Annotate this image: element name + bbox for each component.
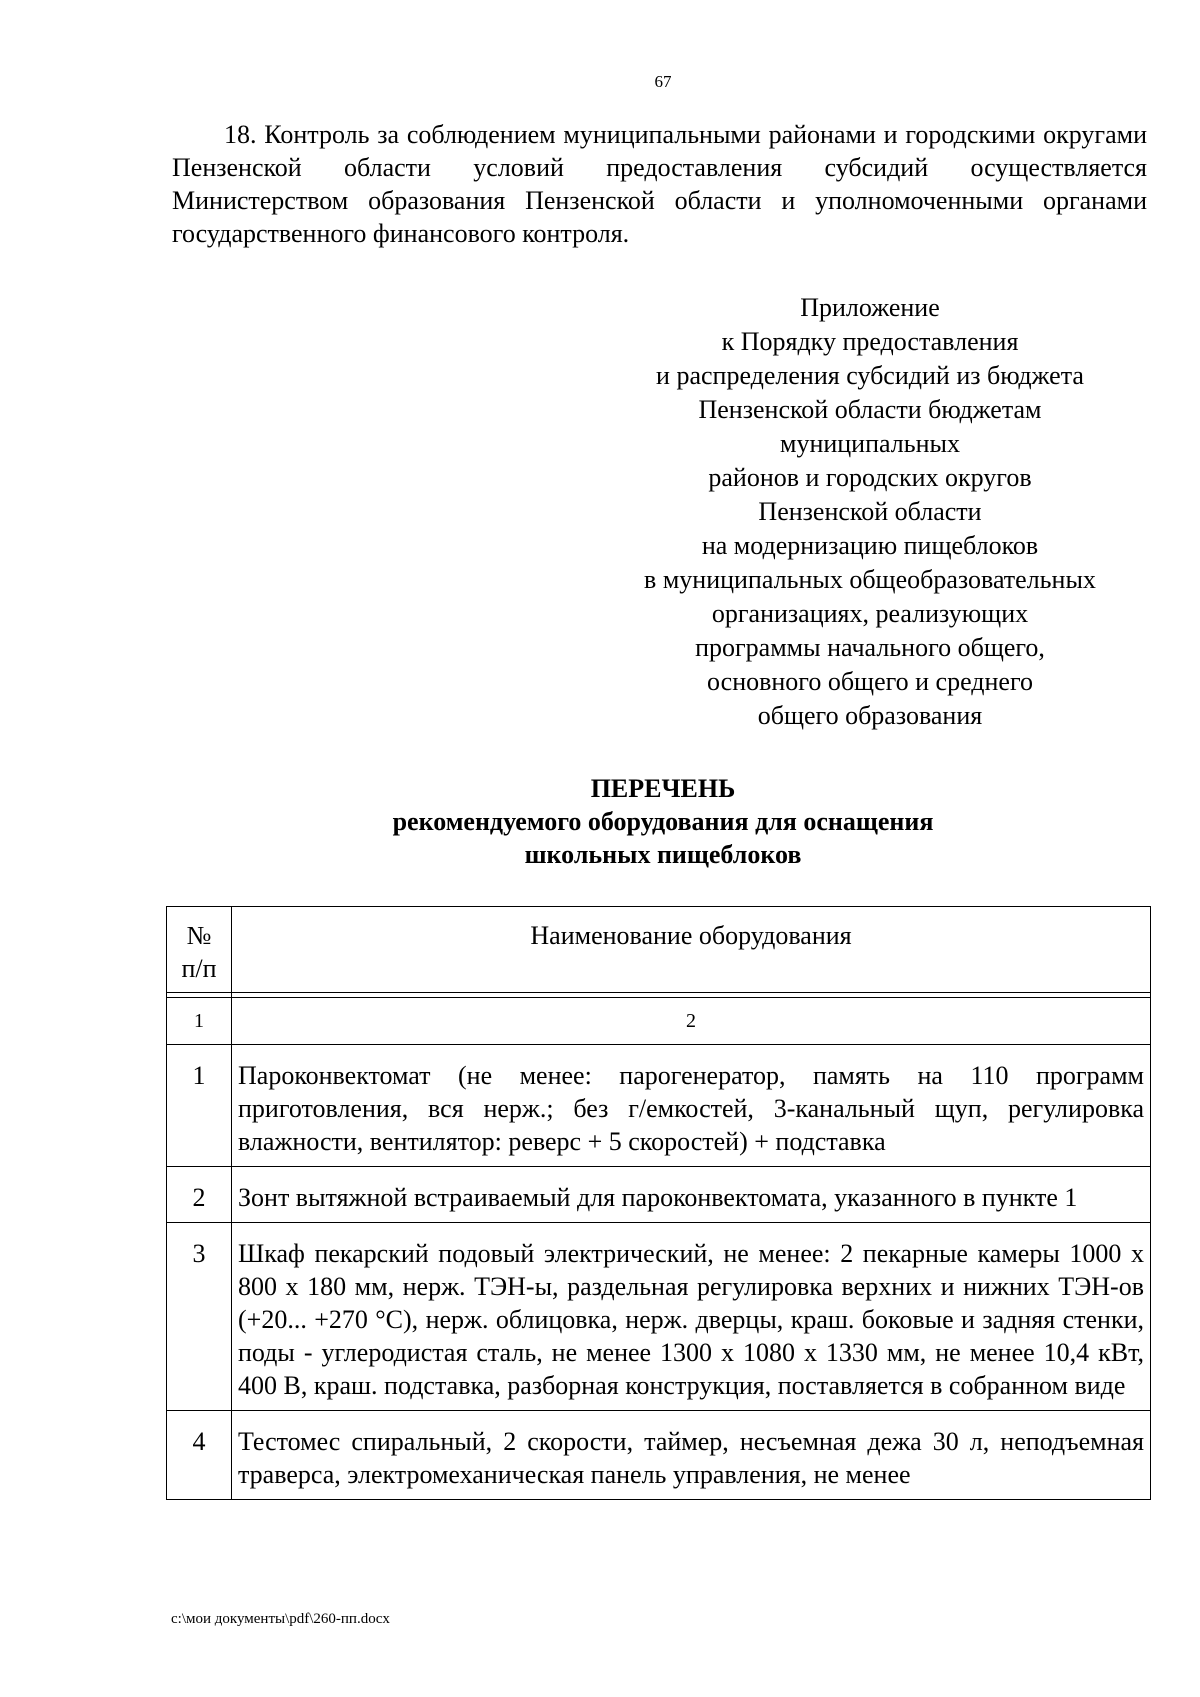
appendix-line: районов и городских округов — [708, 463, 1032, 492]
table-row — [167, 1045, 1151, 1167]
control-paragraph: 18. Контроль за соблюдением муниципальными районами и городскими округами Пензенской области условий предоставления субсидий осуществляется Министерством образования Пензенской области и уполномоченными органами государственного финансового контроля. — [172, 120, 1147, 248]
row-num-cell: 4 — [167, 1411, 232, 1500]
table-index-row — [167, 998, 1151, 1045]
appendix-line: и распределения субсидий из бюджета — [656, 361, 1084, 390]
appendix-line: общего образования — [757, 701, 983, 730]
appendix-line: Приложение — [800, 293, 940, 322]
document-title — [0, 772, 1200, 871]
title-line: школьных пищеблоков — [524, 840, 802, 869]
table-row — [167, 1223, 1151, 1411]
row-name-cell: Пароконвектомат (не менее: парогенератор, память на 110 программ приготовления, вся нерж.; без г/емкостей, 3-канальный щуп, регулировка влажности, вентилятор: реверс + 5 скоростей) + подставка — [232, 1045, 1151, 1167]
appendix-line: программы начального общего, — [695, 633, 1045, 662]
appendix-line: к Порядку предоставления — [721, 327, 1019, 356]
equipment-table — [166, 906, 1151, 1500]
appendix-line: в муниципальных общеобразовательных — [644, 565, 1096, 594]
row-name-cell: Шкаф пекарский подовый электрический, не менее: 2 пекарные камеры 1000 х 800 х 180 мм, нерж. ТЭН-ы, раздельная регулировка верхних и нижних ТЭН-ов (+20... +270 °C), нерж. облицовка, нерж. дверцы, краш. боковые и задняя стенки, поды - углеродистая сталь, не менее 1300 х 1080 х 1330 мм, не менее 10,4 кВт, 400 В, краш. подставка, разборная конструкция, поставляется в собранном виде — [232, 1223, 1151, 1411]
index-num-cell: 1 — [167, 998, 232, 1045]
row-num-cell: 2 — [167, 1167, 232, 1223]
title-line: ПЕРЕЧЕНЬ — [590, 774, 736, 803]
header-name-cell: Наименование оборудования — [232, 907, 1151, 993]
file-path-footer: c:\мои документы\pdf\260-пп.docx — [171, 1611, 390, 1627]
appendix-line: на модернизацию пищеблоков — [701, 531, 1039, 560]
appendix-line: Пензенской области бюджетам — [698, 395, 1042, 424]
table-header-row — [167, 907, 1151, 993]
appendix-line: организациях, реализующих — [711, 599, 1029, 628]
appendix-header — [620, 291, 1120, 733]
appendix-line: основного общего и среднего — [707, 667, 1033, 696]
table-row — [167, 1167, 1151, 1223]
appendix-line: муниципальных — [779, 429, 960, 458]
row-name-cell: Зонт вытяжной встраиваемый для пароконвектомата, указанного в пункте 1 — [232, 1167, 1151, 1223]
title-line: рекомендуемого оборудования для оснащения — [392, 807, 934, 836]
row-num-cell: 1 — [167, 1045, 232, 1167]
page-number: 67 — [654, 72, 672, 91]
row-name-cell: Тестомес спиральный, 2 скорости, таймер, несъемная дежа 30 л, неподъемная траверса, электромеханическая панель управления, не менее — [232, 1411, 1151, 1500]
appendix-line: Пензенской области — [758, 497, 982, 526]
header-num-cell: № п/п — [167, 907, 232, 993]
row-num-cell: 3 — [167, 1223, 232, 1411]
table-row — [167, 1411, 1151, 1500]
index-name-cell: 2 — [232, 998, 1151, 1045]
